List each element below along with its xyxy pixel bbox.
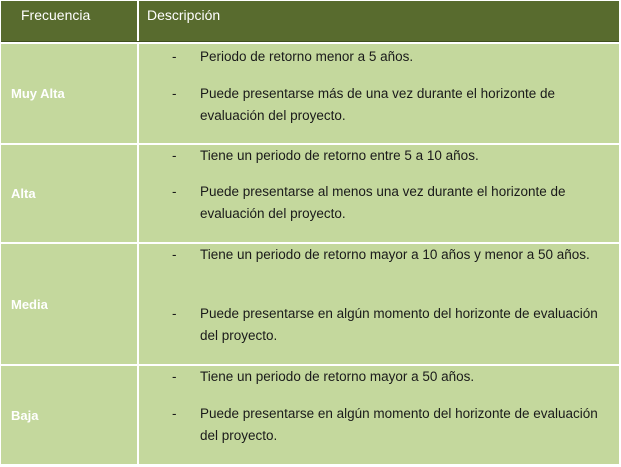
frequency-label: Baja bbox=[11, 407, 39, 423]
item-text: Tiene un periodo de retorno mayor a 10 años y menor a 50 años. bbox=[200, 247, 590, 262]
item-text: Puede presentarse más de una vez durante el horizonte de evaluación del proyecto. bbox=[200, 86, 555, 123]
bullet-dash: - bbox=[172, 369, 177, 384]
bullet-dash: - bbox=[172, 49, 177, 64]
frequency-label: Alta bbox=[11, 186, 36, 201]
table-row bbox=[1, 44, 619, 143]
bullet-dash: - bbox=[172, 148, 177, 163]
description-cell bbox=[139, 366, 619, 464]
table-header bbox=[1, 1, 619, 42]
bullet-dash: - bbox=[172, 184, 177, 199]
item-text: Tiene un periodo de retorno mayor a 50 años. bbox=[200, 369, 475, 384]
description-cell bbox=[139, 145, 619, 242]
item-text: Puede presentarse al menos una vez durante el horizonte de evaluación del proyecto. bbox=[200, 184, 566, 221]
bullet-dash: - bbox=[172, 247, 177, 262]
frequency-cell bbox=[1, 145, 137, 242]
header-description: Descripción bbox=[147, 7, 221, 23]
item-text: Puede presentarse en algún momento del horizonte de evaluación del proyecto. bbox=[200, 406, 598, 443]
bullet-dash: - bbox=[172, 86, 177, 101]
header-divider bbox=[137, 1, 139, 41]
bullet-dash: - bbox=[172, 306, 177, 321]
item-text: Periodo de retorno menor a 5 años. bbox=[200, 49, 414, 64]
frequency-label: Media bbox=[11, 296, 48, 312]
frequency-cell bbox=[1, 244, 137, 364]
header-frequency: Frecuencia bbox=[21, 7, 91, 23]
description-cell bbox=[139, 244, 619, 364]
table-row bbox=[1, 244, 619, 364]
frequency-cell bbox=[1, 44, 137, 143]
item-text: Tiene un periodo de retorno entre 5 a 10 años. bbox=[200, 148, 479, 163]
frequency-table bbox=[1, 1, 619, 465]
description-cell bbox=[139, 44, 619, 143]
table-row bbox=[1, 366, 619, 464]
bullet-dash: - bbox=[172, 406, 177, 421]
frequency-label: Muy Alta bbox=[11, 86, 65, 101]
table-row bbox=[1, 145, 619, 242]
item-text: Puede presentarse en algún momento del horizonte de evaluación del proyecto. bbox=[200, 306, 598, 343]
frequency-cell bbox=[1, 366, 137, 464]
